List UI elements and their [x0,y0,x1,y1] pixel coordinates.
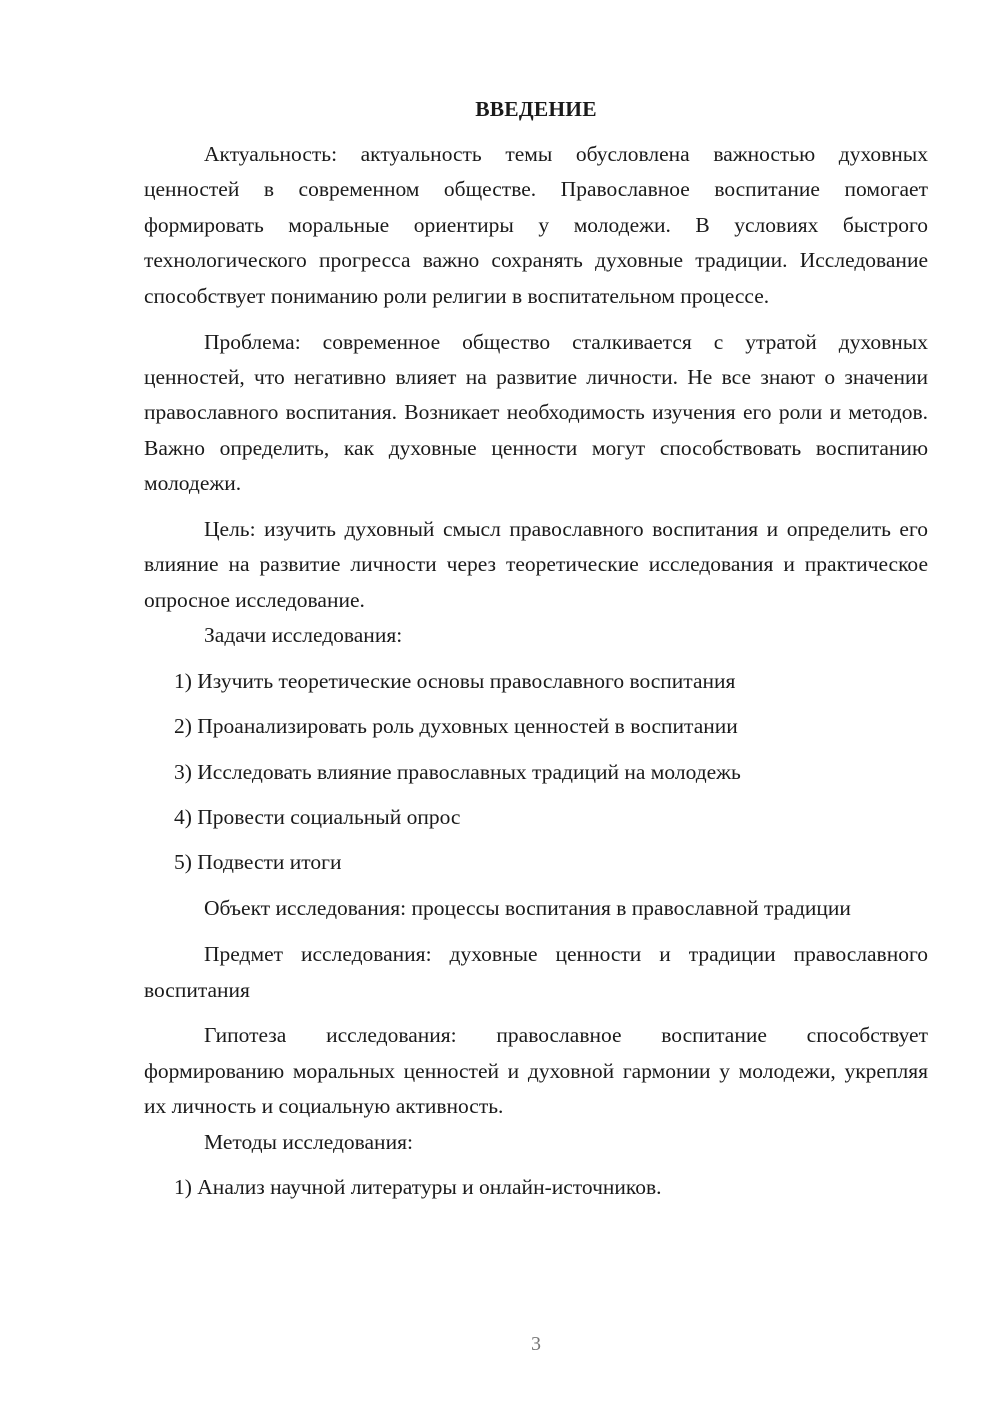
list-item: 2) Проанализировать роль духовных ценностей в воспитании [174,714,738,739]
list-item: 1) Изучить теоретические основы православного воспитания [174,668,736,693]
object-paragraph: Объект исследования: процессы воспитания в православной традиции [204,896,851,921]
tasks-list [144,664,928,881]
list-item: 1) Анализ научной литературы и онлайн-источников. [174,1175,662,1200]
methods-heading: Методы исследования: [204,1129,413,1154]
problem-paragraph: Проблема: современное общество сталкивается с утратой духовных ценностей, что негативно влияет на развитие личности. Не все знают о значении православного воспитания. Возникает необходимость изучения его роли и методов. Важно определить, как духовные ценности могут способствовать воспитанию молодежи. [144,329,928,496]
page-title: ВВЕДЕНИЕ [475,97,597,121]
list-item: 5) Подвести итоги [174,850,342,875]
relevance-paragraph: Актуальность: актуальность темы обусловлена важностью духовных ценностей в современном обществе. Православное воспитание помогает формировать моральные ориентиры у молодежи. В условиях быстрого технологического прогресса важно сохранять духовные традиции. Исследование способствует пониманию роли религии в воспитательном процессе. [144,142,928,308]
page-number: 3 [531,1333,541,1355]
list-item: 4) Провести социальный опрос [174,804,461,829]
goal-paragraph: Цель: изучить духовный смысл православного воспитания и определить его влияние на развитие личности через теоретические исследования и практическое опросное исследование. [144,517,928,612]
subject-paragraph: Предмет исследования: духовные ценности и традиции православного воспитания [144,942,928,1002]
methods-list [144,1170,928,1205]
hypothesis-paragraph: Гипотеза исследования: православное воспитание способствует формированию моральных ценностей и духовной гармонии у молодежи, укрепляя их личность и социальную активность. [144,1023,928,1119]
page-content [144,92,928,1205]
tasks-heading: Задачи исследования: [204,623,403,648]
list-item: 3) Исследовать влияние православных традиций на молодежь [174,759,741,784]
